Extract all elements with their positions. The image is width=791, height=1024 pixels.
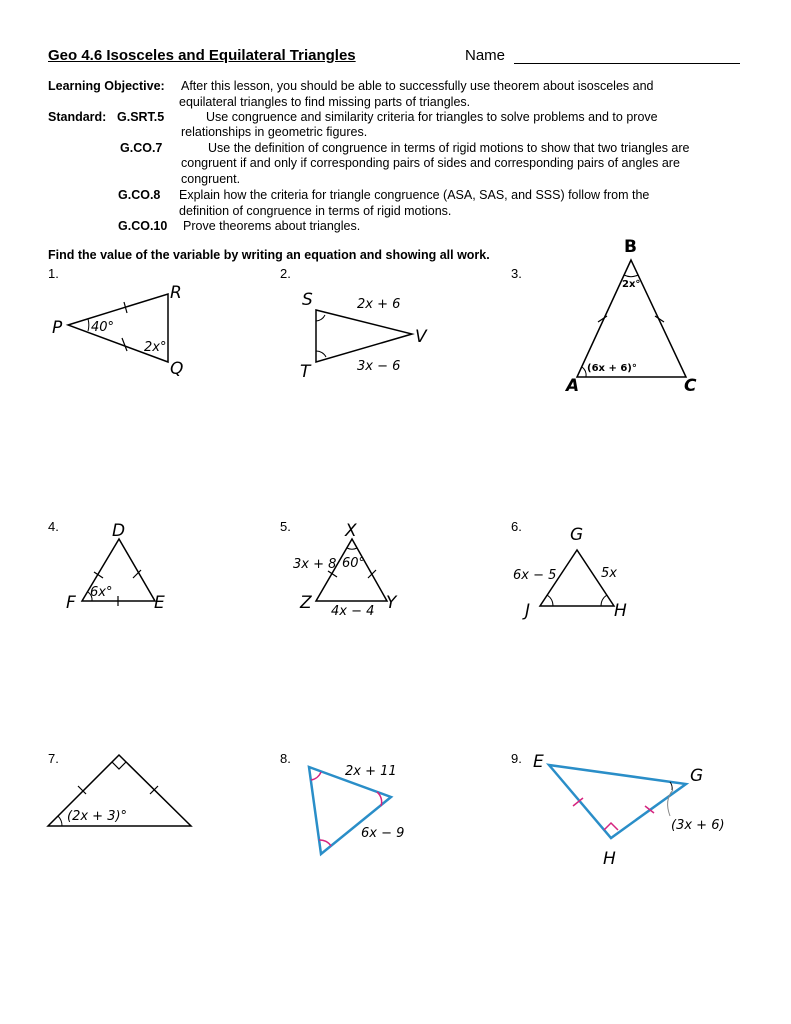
figure-9-triangle: [533, 752, 725, 869]
problem-number-2: 2.: [280, 266, 291, 281]
figure-3-triangle: [564, 237, 697, 396]
figure-5-triangle: [293, 521, 398, 619]
standard-gsrt5-line-2: relationships in geometric figures.: [181, 125, 368, 139]
instructions: Find the value of the variable by writing an equation and showing all work.: [48, 248, 490, 262]
figure-1-vertex-q: Q: [170, 359, 184, 379]
figure-4-vertex-f: F: [66, 593, 76, 613]
standard-gco7-line-1: Use the definition of congruence in terms of rigid motions to show that two triangles are: [208, 141, 690, 155]
problem-number-1: 1.: [48, 266, 59, 281]
figure-3-vertex-a: A: [566, 376, 580, 396]
figure-7-triangle: [48, 755, 191, 826]
figure-5-side-zy: 4x − 4: [331, 604, 375, 619]
figure-3-vertex-c: C: [684, 376, 697, 396]
figure-2-side-sv: 2x + 6: [357, 297, 401, 312]
figure-3-angle-b: 2x°: [622, 279, 641, 290]
problem-number-4: 4.: [48, 519, 59, 534]
figure-8-triangle: [309, 764, 404, 854]
figure-2-vertex-v: V: [415, 327, 427, 347]
standard-code-gco8: G.CO.8: [118, 188, 161, 202]
figure-2-side-tv: 3x − 6: [357, 359, 401, 374]
standard-code-gsrt5: G.SRT.5: [117, 110, 165, 124]
standard-gco8-line-2: definition of congruence in terms of rigid motions.: [179, 204, 452, 218]
figure-4-angle-f: 6x°: [90, 585, 113, 600]
figure-4-vertex-e: E: [154, 593, 165, 613]
figure-5-vertex-y: Y: [386, 593, 397, 613]
objective-label: Learning Objective:: [48, 79, 165, 93]
figure-1-angle-q: 2x°: [144, 340, 167, 355]
figure-1-vertex-r: R: [170, 283, 182, 303]
figure-6-triangle: [513, 525, 627, 621]
problem-number-9: 9.: [511, 751, 522, 766]
figure-5-vertex-x: X: [345, 521, 357, 541]
objective-line-2: equilateral triangles to find missing parts of triangles.: [179, 95, 471, 109]
standard-code-gco10: G.CO.10: [118, 219, 168, 233]
figure-8-side-top: 2x + 11: [345, 764, 397, 779]
figure-2-vertex-t: T: [300, 362, 311, 382]
problem-number-7: 7.: [48, 751, 59, 766]
standard-label: Standard:: [48, 110, 107, 124]
figure-6-vertex-j: J: [525, 601, 531, 621]
standard-code-gco7: G.CO.7: [120, 141, 163, 155]
figure-6-vertex-h: H: [614, 601, 627, 621]
figure-1-vertex-p: P: [52, 318, 63, 338]
standard-gsrt5-line-1: Use congruence and similarity criteria for triangles to solve problems and to prove: [206, 110, 658, 124]
problem-number-6: 6.: [511, 519, 522, 534]
figure-3-angle-a: (6x + 6)°: [587, 363, 637, 374]
figure-6-vertex-g: G: [570, 525, 584, 545]
figure-1-angle-p: 40°: [91, 320, 115, 335]
figure-5-vertex-z: Z: [300, 593, 312, 613]
figure-9-angle-g: (3x + 6): [671, 818, 725, 833]
figure-7-angle: (2x + 3)°: [67, 809, 128, 824]
figure-4-triangle: [66, 521, 165, 613]
figure-5-side-xz: 3x + 8: [293, 557, 337, 572]
figure-6-side-gh: 5x: [601, 566, 617, 581]
standard-gco7-line-3: congruent.: [181, 172, 241, 186]
figure-8-side-bottom: 6x − 9: [361, 826, 405, 841]
name-label: Name: [465, 47, 506, 64]
figure-2-triangle: [300, 290, 428, 382]
standard-gco8-line-1: Explain how the criteria for triangle congruence (ASA, SAS, and SSS) follow from the: [179, 188, 650, 202]
figure-1-triangle: [52, 283, 183, 379]
figure-9-vertex-h: H: [603, 849, 616, 869]
figure-9-vertex-g: G: [690, 766, 704, 786]
standard-gco10-line-1: Prove theorems about triangles.: [183, 219, 361, 233]
figure-9-vertex-e: E: [533, 752, 544, 772]
problem-number-3: 3.: [511, 266, 522, 281]
figure-3-vertex-b: B: [624, 237, 637, 257]
figure-2-vertex-s: S: [302, 290, 313, 310]
objective-line-1: After this lesson, you should be able to successfully use theorem about isosceles and: [181, 79, 654, 93]
worksheet-title: Geo 4.6 Isosceles and Equilateral Triangles: [48, 47, 356, 64]
figure-4-vertex-d: D: [112, 521, 126, 541]
standard-gco7-line-2: congruent if and only if corresponding pairs of sides and corresponding pairs of angles are: [181, 156, 680, 170]
problem-number-8: 8.: [280, 751, 291, 766]
problem-number-5: 5.: [280, 519, 291, 534]
figure-5-angle-x: 60°: [342, 556, 366, 571]
figure-6-side-jg: 6x − 5: [513, 568, 557, 583]
